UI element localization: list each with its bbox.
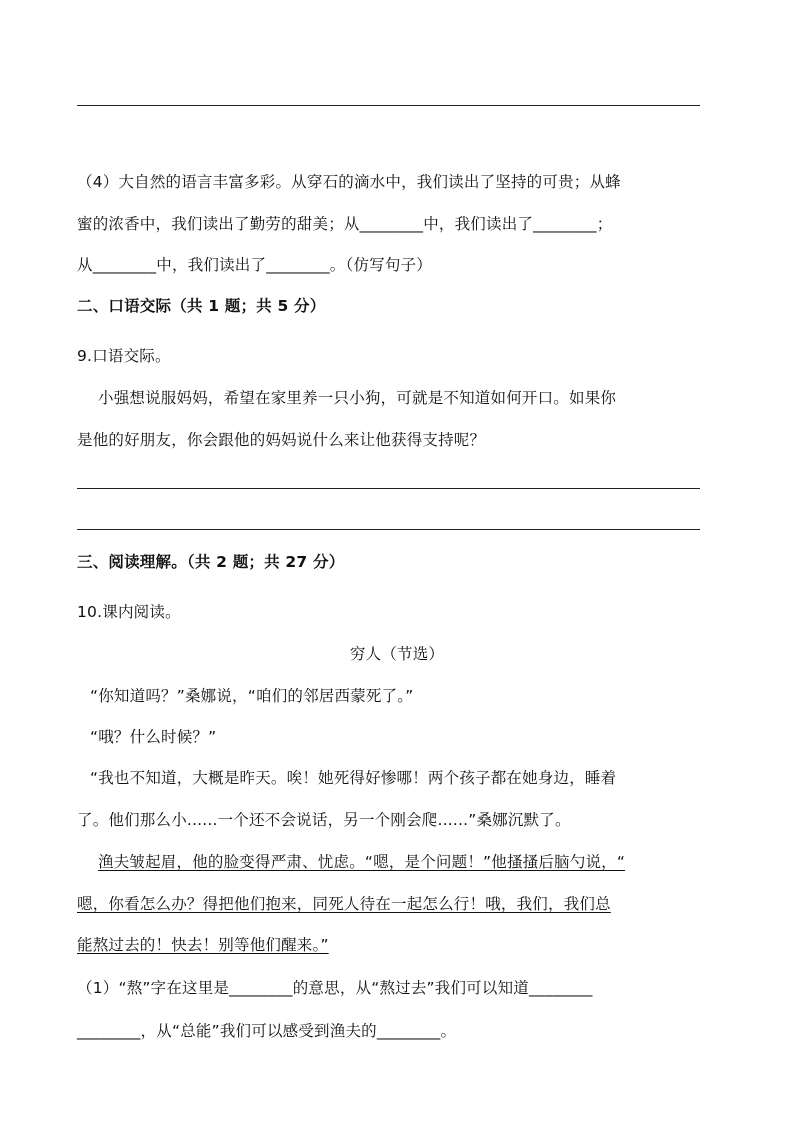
passage-paragraph-4-line-3: 能熬过去的！快去！别等他们醒来。” <box>77 936 329 954</box>
section-3-heading: 三、阅读理解。（共 2 题；共 27 分） <box>77 553 345 571</box>
q10-title: 10.课内阅读。 <box>77 603 181 621</box>
q10-sub1-line-2: ________，从“总能”我们可以感受到渔夫的________。 <box>77 1022 457 1040</box>
q4-line-2: 蜜的浓香中，我们读出了勤劳的甜美；从________中，我们读出了________； <box>77 215 613 233</box>
passage-paragraph-3-line-2: 了。他们那么小......一个还不会说话，另一个刚会爬......”桑娜沉默了。 <box>77 811 571 829</box>
passage-paragraph-2: “哦？什么时候？” <box>90 728 217 746</box>
q10-sub1-line-1: （1）“熬”字在这里是________的意思，从“熬过去”我们可以知道________ <box>77 979 593 997</box>
q9-prompt-line-2: 是他的好朋友，你会跟他的妈妈说什么来让他获得支持呢？ <box>77 431 486 449</box>
q4-line-3: 从________中，我们读出了________。（仿写句子） <box>77 256 432 274</box>
q9-title: 9.口语交际。 <box>77 347 171 365</box>
passage-paragraph-4-line-2: 嗯，你看怎么办？得把他们抱来，同死人待在一起怎么行！哦，我们，我们总 <box>77 895 611 913</box>
section-2-heading: 二、口语交际（共 1 题；共 5 分） <box>77 297 326 315</box>
q4-line-1: （4）大自然的语言丰富多彩。从穿石的滴水中，我们读出了坚持的可贵；从蜂 <box>77 173 621 191</box>
passage-paragraph-4-line-1: 渔夫皱起眉，他的脸变得严肃、忧虑。“嗯，是个问题！”他搔搔后脑勺说，“ <box>98 853 626 871</box>
passage-title: 穷人（节选） <box>349 645 445 663</box>
q9-answer-line-2[interactable] <box>77 529 700 530</box>
passage-paragraph-3-line-1: “我也不知道，大概是昨天。唉！她死得好惨哪！两个孩子都在她身边，睡着 <box>90 769 617 787</box>
q9-prompt-line-1: 小强想说服妈妈，希望在家里养一只小狗，可就是不知道如何开口。如果你 <box>98 389 617 407</box>
passage-paragraph-1: “你知道吗？”桑娜说，“咱们的邻居西蒙死了。” <box>90 687 414 705</box>
q9-answer-line-1[interactable] <box>77 488 700 489</box>
answer-line-top[interactable] <box>77 105 700 106</box>
